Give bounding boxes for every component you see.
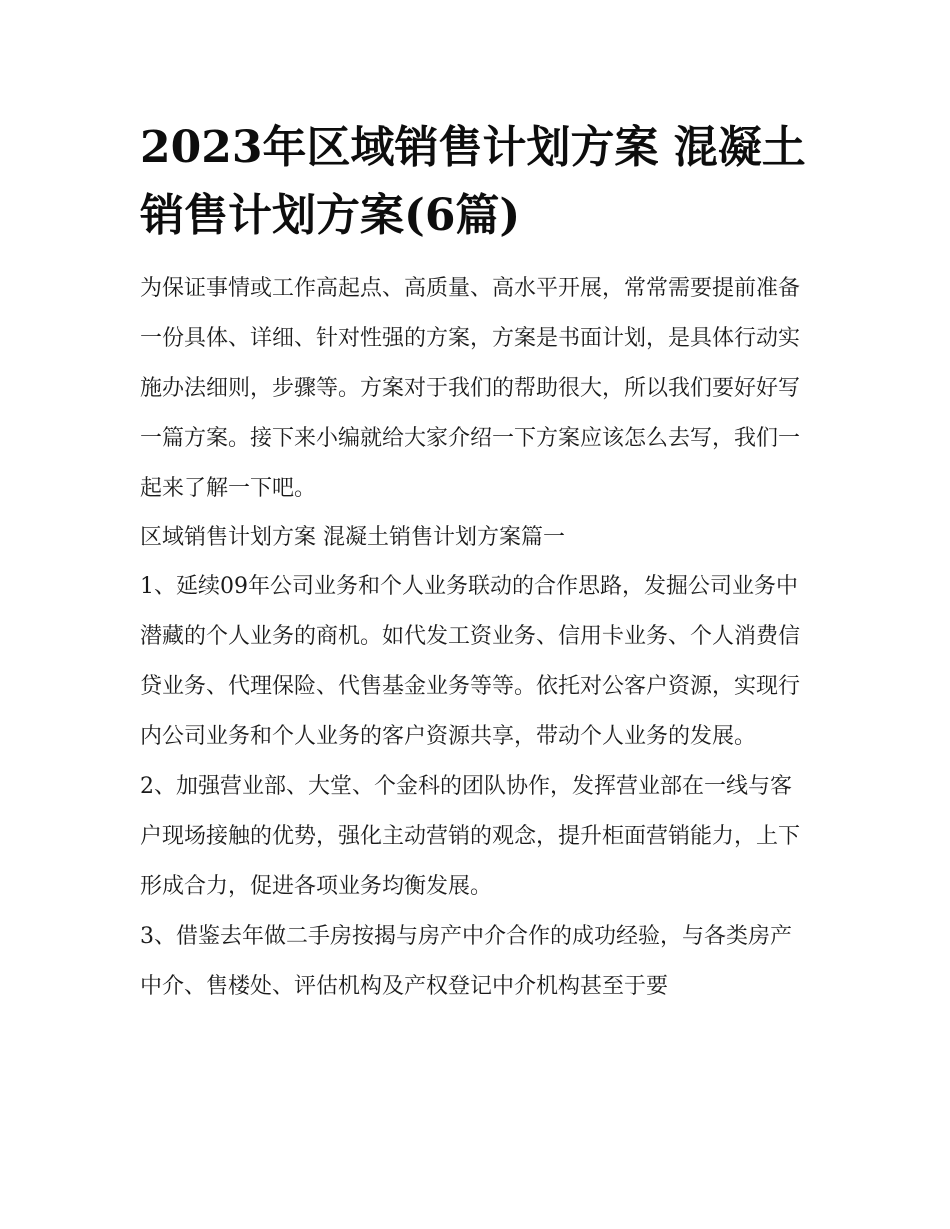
list-item: 2、加强营业部、大堂、个金科的团队协作，发挥营业部在一线与客户现场接触的优势，强化主动营销的观念，提升柜面营销能力，上下形成合力，促进各项业务均衡发展。 <box>140 774 801 899</box>
intro-paragraph: 为保证事情或工作高起点、高质量、高水平开展，常常需要提前准备一份具体、详细、针对性强的方案，方案是书面计划，是具体行动实施办法细则，步骤等。方案对于我们的帮助很大，所以我们要好好写一篇方案。接下来小编就给大家介绍一下方案应该怎么去写，我们一起来了解一下吧。 <box>140 276 801 501</box>
document-title: 2023年区域销售计划方案 混凝土销售计划方案(6篇) <box>140 122 806 241</box>
document-body <box>140 114 812 1012</box>
list-item: 1、延续09年公司业务和个人业务联动的合作思路，发掘公司业务中潜藏的个人业务的商机。如代发工资业务、信用卡业务、个人消费信贷业务、代理保险、代售基金业务等等。依托对公客户资源，实现行内公司业务和个人业务的客户资源共享，带动个人业务的发展。 <box>140 574 801 749</box>
list-item: 3、借鉴去年做二手房按揭与房产中介合作的成功经验，与各类房产中介、售楼处、评估机构及产权登记中介机构甚至于要 <box>140 924 792 999</box>
section-heading: 区域销售计划方案 混凝土销售计划方案篇一 <box>140 525 565 550</box>
